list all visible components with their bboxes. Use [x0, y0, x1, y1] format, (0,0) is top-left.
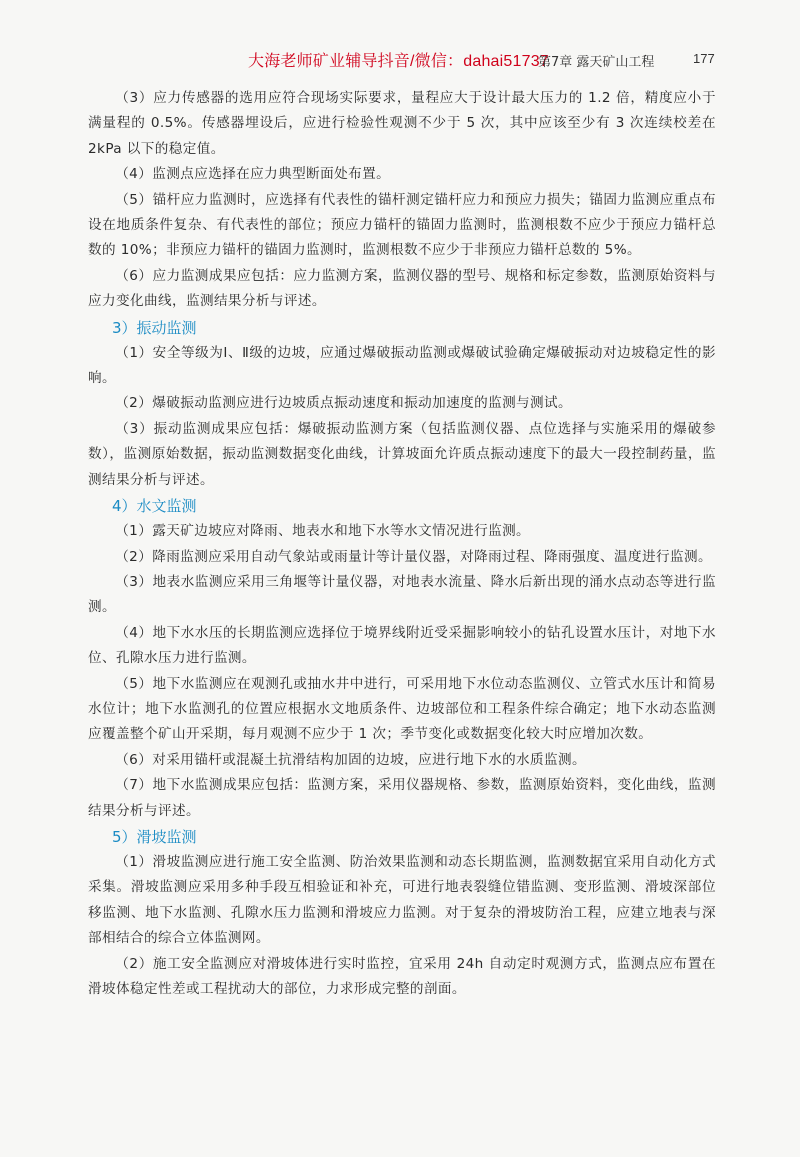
paragraph: （3）振动监测成果应包括：爆破振动监测方案（包括监测仪器、点位选择与实施采用的爆破参数），监测原始数据，振动监测数据变化曲线，计算坡面允许质点振动速度下的最大一段控制药量，监测结果分析与评述。	[88, 420, 716, 488]
paragraph: （4）监测点应选择在应力典型断面处布置。	[115, 166, 391, 183]
page-header	[0, 48, 800, 76]
paragraph: （1）滑坡监测应进行施工安全监测、防治效果监测和动态长期监测，监测数据宜采用自动化方式采集。滑坡监测应采用多种手段互相验证和补充，可进行地表裂缝位错监测、变形监测、滑坡深部位移监测、地下水监测、孔隙水压力监测和滑坡应力监测。对于复杂的滑坡防治工程，应建立地表与深部相结合的综合立体监测网。	[88, 853, 716, 947]
paragraph: （2）爆破振动监测应进行边坡质点振动速度和振动加速度的监测与测试。	[115, 395, 573, 412]
paragraph: （1）安全等级为Ⅰ、Ⅱ级的边坡，应通过爆破振动监测或爆破试验确定爆破振动对边坡稳定性的影响。	[88, 344, 716, 387]
section-heading: 4）水文监测	[112, 497, 197, 516]
paragraph: （4）地下水水压的长期监测应选择位于境界线附近受采掘影响较小的钻孔设置水压计，对地下水位、孔隙水压力进行监测。	[88, 624, 716, 667]
paragraph: （1）露天矿边坡应对降雨、地表水和地下水等水文情况进行监测。	[115, 523, 531, 540]
paragraph: （6）对采用锚杆或混凝土抗滑结构加固的边坡，应进行地下水的水质监测。	[115, 751, 587, 768]
paragraph: （7）地下水监测成果应包括：监测方案，采用仪器规格、参数，监测原始资料，变化曲线，监测结果分析与评述。	[88, 777, 716, 819]
paragraph: （5）地下水监测应在观测孔或抽水井中进行，可采用地下水位动态监测仪、立管式水压计和简易水位计；地下水监测孔的位置应根据水文地质条件、边坡部位和工程条件综合确定；地下水动态监测应覆盖整个矿山开采期，每月观测不应少于 1 次；季节变化或数据变化较大时应增加次数。	[88, 675, 716, 743]
paragraph: （5）锚杆应力监测时，应选择有代表性的锚杆测定锚杆应力和预应力损失；锚固力监测应重点布设在地质条件复杂、有代表性的部位；预应力锚杆的锚固力监测时，监测根数不应少于预应力锚杆总数的 10%；非预应力锚杆的锚固力监测时，监测根数不应少于非预应力锚杆总数的 5%。	[88, 191, 716, 259]
section-heading: 5）滑坡监测	[112, 827, 197, 846]
section-heading: 3）振动监测	[112, 318, 197, 337]
paragraph: （2）施工安全监测应对滑坡体进行实时监控，宜采用 24h 自动定时观测方式，监测点应布置在滑坡体稳定性差或工程扰动大的部位，力求形成完整的剖面。	[88, 955, 716, 997]
paragraph: （3）应力传感器的选用应符合现场实际要求，量程应大于设计最大压力的 1.2 倍，精度应小于满量程的 0.5%。传感器埋设后，应进行检验性观测不少于 5 次，其中应该至少有 3 次连续校差在 2kPa 以下的稳定值。	[88, 90, 716, 157]
page-number: 177	[693, 51, 715, 66]
paragraph: （3）地表水监测应采用三角堰等计量仪器，对地表水流量、降水后新出现的涌水点动态等进行监测。	[88, 573, 716, 616]
paragraph: （6）应力监测成果应包括：应力监测方案，监测仪器的型号、规格和标定参数，监测原始资料与应力变化曲线，监测结果分析与评述。	[88, 267, 716, 310]
page-body	[88, 86, 716, 1002]
watermark-text: 大海老师矿业辅导抖音/微信：dahai51737	[248, 53, 549, 70]
chapter-title: 第7章 露天矿山工程	[538, 55, 655, 70]
paragraph: （2）降雨监测应采用自动气象站或雨量计等计量仪器，对降雨过程、降雨强度、温度进行监测。	[115, 548, 712, 565]
